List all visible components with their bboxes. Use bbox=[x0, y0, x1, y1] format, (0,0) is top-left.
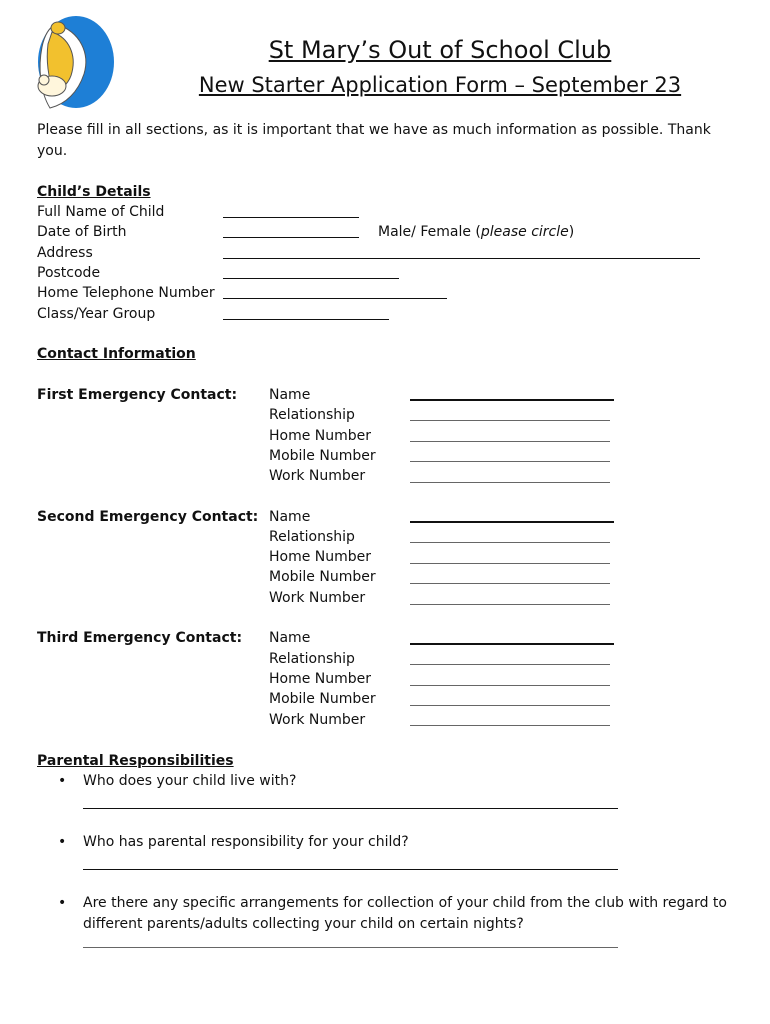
postcode-label: Postcode bbox=[37, 265, 101, 281]
question-live-with: Who does your child live with? bbox=[83, 773, 297, 789]
question-parental-responsibility: Who has parental responsibility for your child? bbox=[83, 834, 409, 850]
contact2-work-field[interactable] bbox=[410, 604, 610, 605]
contact3-name-field[interactable] bbox=[410, 643, 614, 645]
dob-label: Date of Birth bbox=[37, 224, 127, 240]
answer-parental-responsibility-field[interactable] bbox=[83, 869, 618, 870]
contact3-home-label: Home Number bbox=[269, 671, 372, 687]
contact1-work-field[interactable] bbox=[410, 482, 610, 483]
contact1-relationship-field[interactable] bbox=[410, 420, 610, 421]
contact3-relationship-label: Relationship bbox=[269, 651, 355, 667]
full-name-label: Full Name of Child bbox=[37, 204, 165, 220]
contact3-relationship-field[interactable] bbox=[410, 664, 610, 665]
contact3-mobile-field[interactable] bbox=[410, 705, 610, 706]
contact2-relationship-field[interactable] bbox=[410, 542, 610, 543]
full-name-field[interactable] bbox=[223, 217, 359, 218]
form-subtitle: New Starter Application Form – September 23 bbox=[198, 73, 682, 97]
contact1-mobile-field[interactable] bbox=[410, 461, 610, 462]
contact1-work-label: Work Number bbox=[269, 468, 366, 484]
bullet-3: • bbox=[58, 895, 67, 911]
contact2-mobile-label: Mobile Number bbox=[269, 569, 376, 585]
home-phone-label: Home Telephone Number bbox=[37, 285, 215, 301]
contact3-home-field[interactable] bbox=[410, 685, 610, 686]
contact2-home-label: Home Number bbox=[269, 549, 372, 565]
contact1-home-label: Home Number bbox=[269, 428, 372, 444]
third-contact-label: Third Emergency Contact: bbox=[37, 630, 243, 646]
home-phone-field[interactable] bbox=[223, 298, 447, 299]
school-logo-icon bbox=[26, 12, 116, 112]
answer-collection-arrangements-field[interactable] bbox=[83, 947, 618, 948]
contact1-home-field[interactable] bbox=[410, 441, 610, 442]
contact1-name-field[interactable] bbox=[410, 399, 614, 401]
contact1-relationship-label: Relationship bbox=[269, 407, 355, 423]
contact3-name-label: Name bbox=[269, 630, 311, 646]
contact-info-heading: Contact Information bbox=[37, 346, 196, 362]
contact2-home-field[interactable] bbox=[410, 563, 610, 564]
address-label: Address bbox=[37, 245, 93, 261]
question-collection-arrangements: Are there any specific arrangements for collection of your child from the club with regard to different parents/adults collecting your child on certain nights? bbox=[83, 895, 727, 932]
contact2-mobile-field[interactable] bbox=[410, 583, 610, 584]
contact2-name-label: Name bbox=[269, 509, 311, 525]
contact3-mobile-label: Mobile Number bbox=[269, 691, 376, 707]
first-contact-label: First Emergency Contact: bbox=[37, 387, 238, 403]
gender-label: Male/ Female (please circle) bbox=[378, 224, 575, 240]
class-year-field[interactable] bbox=[223, 319, 389, 320]
childs-details-heading: Child’s Details bbox=[37, 184, 151, 200]
answer-live-with-field[interactable] bbox=[83, 808, 618, 809]
contact1-name-label: Name bbox=[269, 387, 311, 403]
class-year-label: Class/Year Group bbox=[37, 306, 156, 322]
intro-text: Please fill in all sections, as it is important that we have as much information as possible. Thank you. bbox=[37, 122, 711, 159]
contact3-work-field[interactable] bbox=[410, 725, 610, 726]
address-field[interactable] bbox=[223, 258, 700, 259]
contact3-work-label: Work Number bbox=[269, 712, 366, 728]
bullet-2: • bbox=[58, 834, 67, 850]
postcode-field[interactable] bbox=[223, 278, 399, 279]
parental-heading: Parental Responsibilities bbox=[37, 753, 234, 769]
form-title: St Mary’s Out of School Club bbox=[268, 36, 612, 64]
contact2-work-label: Work Number bbox=[269, 590, 366, 606]
contact1-mobile-label: Mobile Number bbox=[269, 448, 376, 464]
bullet-1: • bbox=[58, 773, 67, 789]
second-contact-label: Second Emergency Contact: bbox=[37, 509, 259, 525]
contact2-name-field[interactable] bbox=[410, 521, 614, 523]
contact2-relationship-label: Relationship bbox=[269, 529, 355, 545]
dob-field[interactable] bbox=[223, 237, 359, 238]
